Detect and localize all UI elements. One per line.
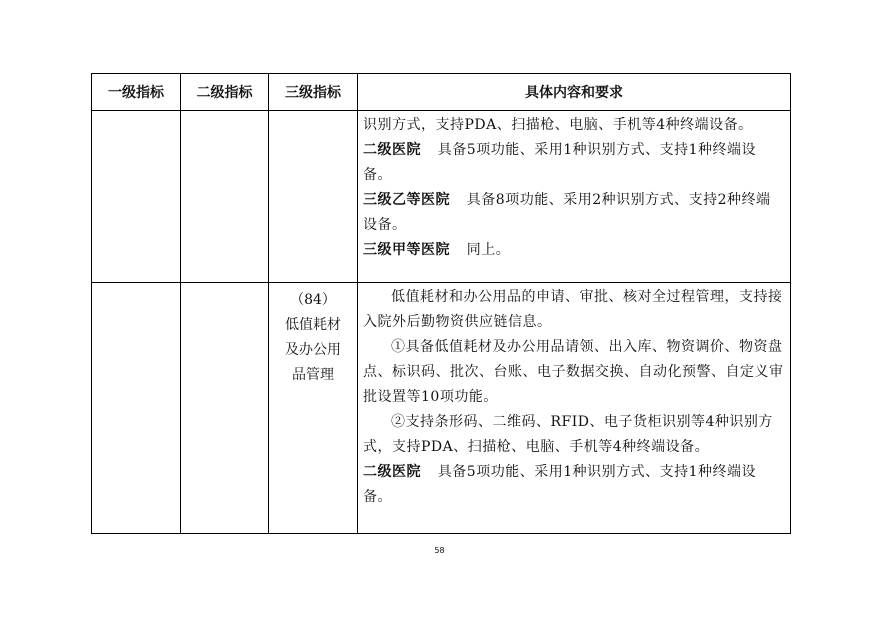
tier-label: 二级医院 [363, 464, 421, 480]
content-paragraph: 低值耗材和办公用品的申请、审批、核对全过程管理，支持接入院外后勤物资供应链信息。 [363, 289, 783, 330]
tier-text: 具备5项功能、采用1种识别方式、支持1种终端设备。 [363, 142, 757, 183]
indicator-table [91, 73, 791, 534]
content-line [363, 460, 785, 510]
item-name-line: 低值耗材 [285, 317, 341, 333]
cell-content [358, 283, 791, 534]
header-content: 具体内容和要求 [358, 74, 791, 111]
cell-level3 [269, 111, 358, 283]
table-row [92, 111, 791, 283]
header-level3: 三级指标 [269, 74, 358, 111]
content-line [363, 188, 785, 238]
page-number: 58 [434, 546, 445, 555]
content-line [363, 238, 785, 263]
content-paragraph: ①具备低值耗材及办公用品请领、出入库、物资调价、物资盘点、标识码、批次、台账、电子数据交换、自动化预警、自定义审批设置等10项功能。 [363, 339, 784, 405]
cell-content [358, 111, 791, 283]
tier-label: 二级医院 [363, 142, 421, 158]
content-paragraph: ②支持条形码、二维码、RFID、电子货柜识别等4种识别方式，支持PDA、扫描枪、电脑、手机等4种终端设备。 [363, 414, 773, 455]
table-header-row [92, 74, 791, 111]
cell-level3 [269, 283, 358, 534]
cell-level2 [181, 283, 269, 534]
table-row [92, 283, 791, 534]
item-number: （84） [290, 292, 336, 308]
item-name-line: 品管理 [292, 367, 334, 383]
cell-level1 [92, 283, 181, 534]
tier-label: 三级乙等医院 [363, 192, 450, 208]
tier-text: 同上。 [466, 242, 511, 258]
tier-text: 具备8项功能、采用2种识别方式、支持2种终端设备。 [363, 192, 771, 233]
content-line: 识别方式，支持PDA、扫描枪、电脑、手机等4种终端设备。 [363, 117, 753, 133]
tier-text: 具备5项功能、采用1种识别方式、支持1种终端设备。 [363, 464, 757, 505]
header-level1: 一级指标 [92, 74, 181, 111]
cell-level2 [181, 111, 269, 283]
tier-label: 三级甲等医院 [363, 242, 450, 258]
header-level2: 二级指标 [181, 74, 269, 111]
cell-level1 [92, 111, 181, 283]
item-name-line: 及办公用 [285, 342, 341, 358]
content-line [363, 138, 785, 188]
